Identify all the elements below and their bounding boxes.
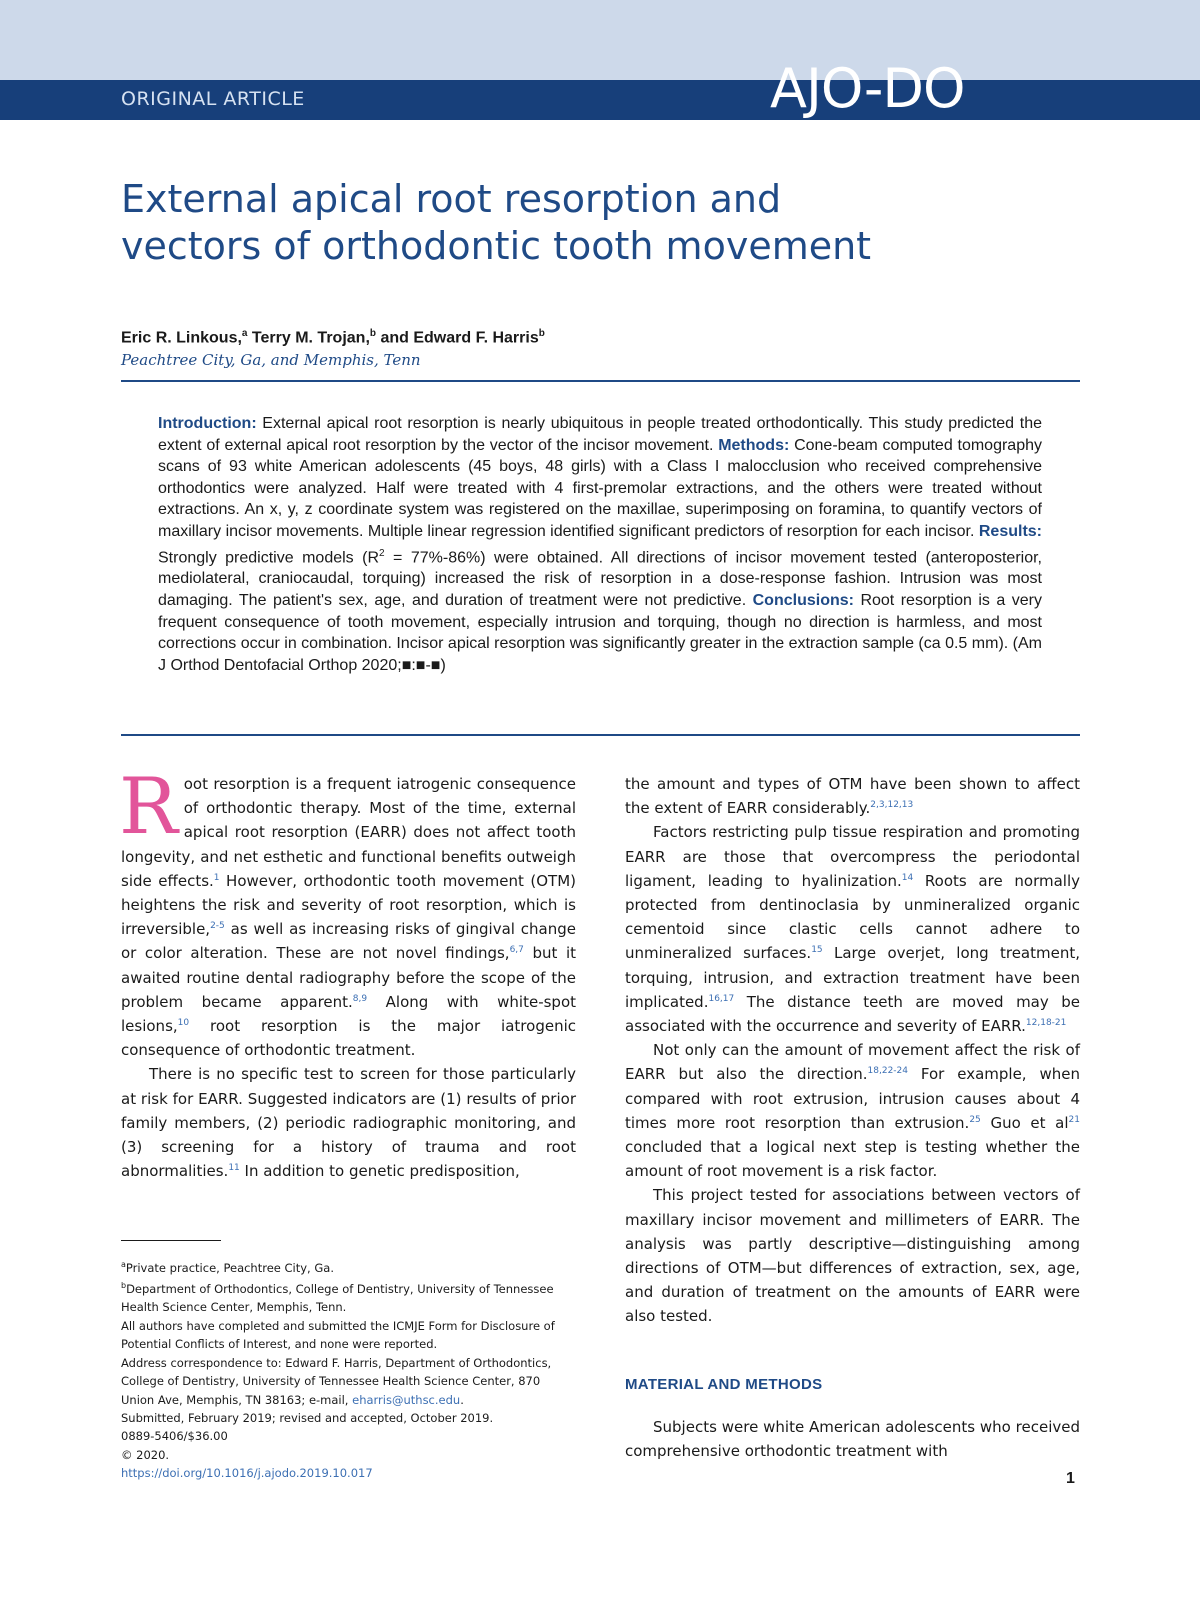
- author-list: [121, 328, 545, 347]
- abstract-top-rule: [121, 380, 1080, 382]
- author-affil-mark: a: [241, 328, 248, 339]
- body-text: root resorption is the major iatrogenic consequence of orthodontic treatment.: [121, 1017, 576, 1060]
- body-text: Not only can the amount of movement affect the risk of EARR but also the direction.: [625, 1041, 1080, 1084]
- citation-link[interactable]: 15: [811, 945, 823, 956]
- body-paragraph: [119, 762, 577, 1062]
- body-column-left: [119, 762, 577, 1183]
- abstract-methods-head: Methods:: [718, 436, 790, 454]
- footnotes: [121, 1256, 576, 1483]
- body-paragraph: [625, 772, 1080, 820]
- footnote: Submitted, February 2019; revised and accepted, October 2019.: [121, 1410, 494, 1425]
- doi-link[interactable]: https://doi.org/10.1016/j.ajodo.2019.10.017: [121, 1466, 373, 1481]
- citation-link[interactable]: 11: [228, 1163, 240, 1174]
- footnote: © 2020.: [121, 1447, 170, 1462]
- footnote-text: Address correspondence to: Edward F. Harris, Department of Orthodontics, College of Dentistry, University of Tennessee Health Science Center, 870 Union Ave, Memphis, TN 38163; e-mail,: [121, 1355, 552, 1407]
- footnote: [121, 1256, 576, 1277]
- citation-link[interactable]: 1: [213, 872, 220, 883]
- footnote-rule: [121, 1240, 221, 1241]
- citation-link[interactable]: 10: [177, 1018, 190, 1029]
- drop-cap: R: [119, 762, 178, 852]
- abstract-methods-text: Cone-beam computed tomography scans of 93 white American adolescents (45 boys, 48 girls) with a Class I malocclusion who received comprehensive orthodontics were analyzed. Half were treated with 4 first-premolar extractions, and the others were treated without extractions. An x, y, z coordinate system was registered on the maxillae, superimposing on foramina, to quantify vectors of maxillary incisor movements. Multiple linear regression identified significant predictors of resorption for each incisor.: [158, 436, 1042, 540]
- body-text: In addition to genetic predisposition,: [239, 1162, 520, 1181]
- body-text: Large overjet, long treatment, torquing, intrusion, and extraction treatment have been implicated.: [625, 944, 1080, 1011]
- section-heading: MATERIAL AND METHODS: [625, 1375, 823, 1393]
- footnote: All authors have completed and submitted the ICMJE Form for Disclosure of Potential Conflicts of Interest, and none were reported.: [121, 1318, 555, 1352]
- citation-link[interactable]: 21: [1068, 1114, 1080, 1125]
- page-number: 1: [1066, 1470, 1075, 1487]
- body-text: For example, when compared with root extrusion, intrusion causes about 4 times more root resorption than extrusion.: [625, 1065, 1080, 1132]
- body-text: Guo et al: [980, 1113, 1069, 1132]
- abstract-results-text: = 77%-86%) were obtained. All directions of incisor movement tested (anteroposterior, mediolateral, craniocaudal, torquing) increased the risk of resorption in a dose-response fashion. Intrusion was most damaging. The patient's sex, age, and duration of treatment were not predictive.: [158, 548, 1043, 610]
- citation-link[interactable]: 2-5: [210, 921, 225, 932]
- journal-logo: AJO-DO: [770, 57, 965, 120]
- body-text: Factors restricting pulp tissue respiration and promoting EARR are those that overcompress the periodontal ligament, leading to hyalinization.: [625, 823, 1080, 890]
- body-paragraph: [625, 1038, 1080, 1183]
- body-text: concluded that a logical next step is testing whether the amount of root movement is a risk factor.: [625, 1138, 1080, 1181]
- body-paragraph: [121, 1062, 576, 1183]
- citation-link[interactable]: 12,18-21: [1025, 1018, 1067, 1029]
- footnote-mark: a: [121, 1260, 126, 1269]
- body-text: However, orthodontic tooth movement (OTM) heightens the risk and severity of root resorption, which is irreversible,: [121, 871, 576, 939]
- top-band: [0, 0, 1200, 80]
- footnote: [121, 1354, 576, 1409]
- section-label: ORIGINAL ARTICLE: [121, 88, 305, 110]
- footnote-text: Department of Orthodontics, College of Dentistry, University of Tennessee Health Science Center, Memphis, Tenn.: [121, 1282, 554, 1315]
- footnote-text: Private practice, Peachtree City, Ga.: [125, 1260, 334, 1275]
- citation-link[interactable]: 6,7: [509, 945, 524, 956]
- body-text: Along with white-spot lesions,: [121, 992, 577, 1036]
- abstract: [158, 413, 1042, 676]
- body-text: oot resorption is a frequent iatrogenic consequence of orthodontic therapy. Most of the time, external apical root resorption (EARR) does not affect tooth longevity, and net esthetic and functional benefits outweigh side effects.: [121, 775, 576, 890]
- author-name: Terry M. Trojan,: [247, 329, 370, 347]
- author-affil-mark: b: [369, 328, 376, 339]
- article-title: [121, 176, 1021, 270]
- author-name: Eric R. Linkous,: [121, 329, 242, 347]
- body-text: but it awaited routine dental radiography before the scope of the problem became apparent.: [121, 944, 577, 1011]
- body-text: Roots are normally protected from dentinoclasia by unmineralized organic cementoid since clastic cells cannot adhere to unmineralized surfaces.: [625, 871, 1080, 963]
- footnote-text: .: [460, 1392, 464, 1407]
- author-name: and Edward F. Harris: [376, 329, 539, 347]
- affiliation: Peachtree City, Ga, and Memphis, Tenn: [121, 351, 421, 369]
- abstract-conclusions-text: Root resorption is a very frequent consequence of tooth movement, especially intrusion and torquing, though no direction is harmless, and most corrections occur in combination. Incisor apical resorption was significantly greater in the extraction sample (ca 0.5 mm). (Am J Orthod Dentofacial Orthop 2020;■:■-■): [158, 592, 1042, 674]
- body-column-right: [625, 772, 1080, 1463]
- abstract-conclusions-head: Conclusions:: [752, 592, 854, 610]
- abstract-results-head: Results:: [978, 522, 1042, 540]
- footnote: 0889-5406/$36.00: [121, 1429, 228, 1444]
- abstract-superscript: 2: [379, 547, 385, 559]
- abstract-bottom-rule: [121, 734, 1080, 736]
- citation-link[interactable]: 2,3,12,13: [870, 800, 914, 811]
- body-paragraph: [625, 820, 1080, 1038]
- footnote-mark: b: [121, 1281, 127, 1291]
- body-paragraph: Subjects were white American adolescents who received comprehensive orthodontic treatment with: [625, 1417, 1080, 1461]
- body-text: the amount and types of OTM have been shown to affect the extent of EARR considerably.: [625, 775, 1080, 818]
- citation-link[interactable]: 14: [901, 872, 914, 883]
- body-text: There is no specific test to screen for those particularly at risk for EARR. Suggested indicators are (1) results of prior family members, (2) periodic radiographic monitoring, and (3) screening for a history of trauma and root abnormalities.: [121, 1065, 576, 1181]
- author-affil-mark: b: [538, 328, 545, 339]
- citation-link[interactable]: 16,17: [708, 993, 735, 1004]
- citation-link[interactable]: 25: [969, 1114, 981, 1125]
- title-line-2: vectors of orthodontic tooth movement: [121, 224, 872, 269]
- citation-link[interactable]: 8,9: [352, 993, 368, 1004]
- body-text: The distance teeth are moved may be associated with the occurrence and severity of EARR.: [625, 992, 1080, 1036]
- footnote: [121, 1277, 576, 1317]
- title-line-1: External apical root resorption and: [121, 177, 782, 221]
- body-paragraph: This project tested for associations between vectors of maxillary incisor movement and millimeters of EARR. The analysis was partly descriptive—distinguishing among directions of OTM—but differences of extraction, sex, age, and duration of treatment on the amounts of EARR were also tested.: [625, 1186, 1080, 1326]
- abstract-intro-text: External apical root resorption is nearly ubiquitous in people treated orthodontically. This study predicted the extent of external apical root resorption by the vector of the incisor movement.: [158, 415, 1042, 454]
- abstract-intro-head: Introduction:: [158, 415, 257, 432]
- citation-link[interactable]: 18,22-24: [867, 1066, 909, 1077]
- body-text: as well as increasing risks of gingival change or color alteration. These are not novel findings,: [121, 920, 576, 963]
- email-link[interactable]: eharris@uthsc.edu: [352, 1392, 461, 1407]
- abstract-results-text: Strongly predictive models (R: [158, 548, 380, 566]
